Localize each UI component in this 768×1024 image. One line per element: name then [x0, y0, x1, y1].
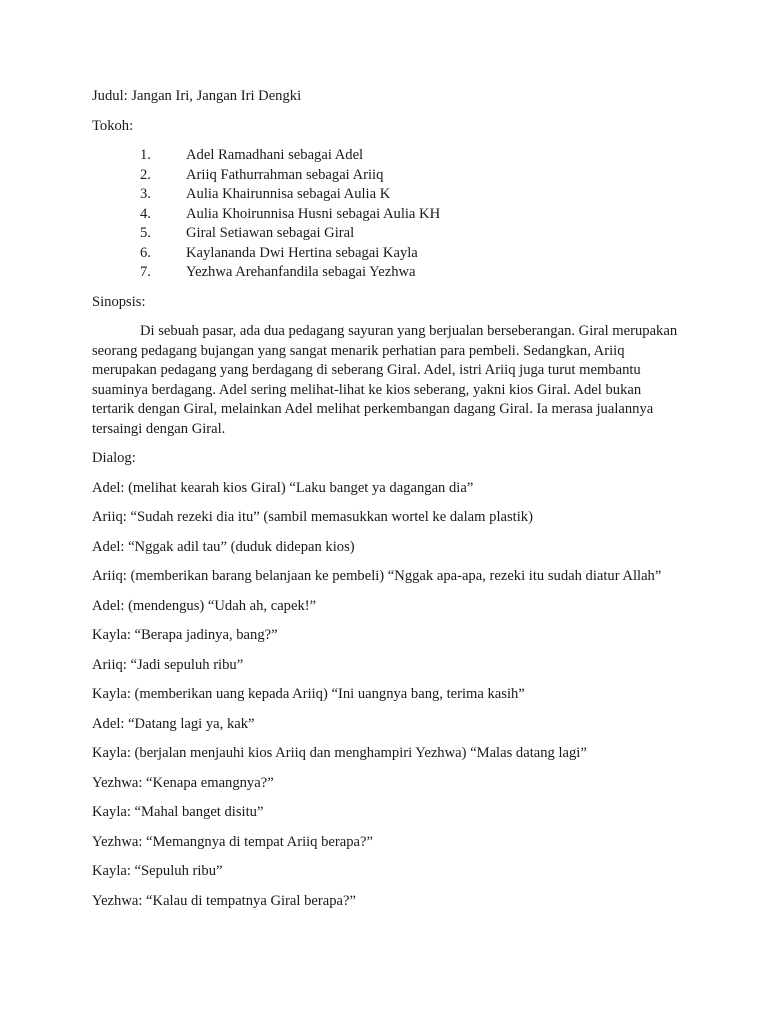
dialog-line: Kayla: “Mahal banget disitu”: [92, 804, 264, 820]
dialog-line: Adel: (melihat kearah kios Giral) “Laku banget ya dagangan dia”: [92, 479, 474, 496]
list-item: [92, 146, 682, 166]
dialog-line: Ariiq: “Sudah rezeki dia itu” (sambil memasukkan wortel ke dalam plastik): [92, 509, 533, 525]
list-number: 6.: [140, 244, 151, 261]
dialog-line: Ariiq: “Jadi sepuluh ribu”: [92, 656, 244, 673]
list-number: 7.: [140, 264, 151, 280]
dialog-line: Yezhwa: “Kalau di tempatnya Giral berapa?”: [92, 892, 356, 909]
dialog-label: Dialog:: [92, 450, 136, 466]
dialog-line: Adel: (mendengus) “Udah ah, capek!”: [92, 597, 317, 614]
list-item: [92, 263, 682, 283]
sinopsis-label: Sinopsis:: [92, 293, 146, 310]
list-text: Ariiq Fathurrahman sebagai Ariiq: [186, 166, 384, 183]
list-text: Kaylananda Dwi Hertina sebagai Kayla: [186, 244, 418, 261]
list-item: [92, 224, 682, 244]
list-number: 4.: [140, 205, 151, 222]
list-number: 2.: [140, 166, 151, 183]
dialog-line: Kayla: (berjalan menjauhi kios Ariiq dan menghampiri Yezhwa) “Malas datang lagi”: [92, 745, 587, 761]
dialog-line: Kayla: “Berapa jadinya, bang?”: [92, 627, 278, 643]
dialog-line: Adel: “Nggak adil tau” (duduk didepan kios): [92, 538, 355, 555]
list-number: 1.: [140, 147, 151, 163]
list-text: Aulia Khoirunnisa Husni sebagai Aulia KH: [186, 205, 441, 222]
document-page: [92, 87, 682, 921]
dialog-line: Yezhwa: “Memangnya di tempat Ariiq berapa?”: [92, 833, 373, 850]
list-number: 5.: [140, 225, 151, 241]
list-text: Adel Ramadhani sebagai Adel: [186, 147, 364, 163]
dialog-line: Ariiq: (memberikan barang belanjaan ke pembeli) “Nggak apa-apa, rezeki itu sudah diatur Allah”: [92, 568, 662, 584]
tokoh-label: Tokoh:: [92, 117, 134, 134]
list-item: [92, 205, 682, 225]
dialog-line: Kayla: “Sepuluh ribu”: [92, 863, 223, 879]
dialog-line: Yezhwa: “Kenapa emangnya?”: [92, 774, 274, 791]
list-number: 3.: [140, 186, 151, 202]
list-item: [92, 166, 682, 186]
list-item: [92, 185, 682, 205]
tokoh-list: [92, 146, 682, 283]
list-text: Yezhwa Arehanfandila sebagai Yezhwa: [186, 264, 416, 280]
title-line: Judul: Jangan Iri, Jangan Iri Dengki: [92, 88, 302, 104]
dialog-line: Adel: “Datang lagi ya, kak”: [92, 715, 255, 732]
sinopsis-paragraph: Di sebuah pasar, ada dua pedagang sayuran yang berjualan berseberangan. Giral merupakan seorang pedagang bujangan yang sangat menarik perhatian para pembeli. Sedangkan, Ariiq merupakan pedagang yang berdagang di seberang Giral. Adel, istri Ariiq juga turut membantu suaminya berdagang. Adel sering melihat-lihat ke kios seberang, yakni kios Giral. Adel bukan tertarik dengan Giral, melainkan Adel melihat perkembangan dagang Giral. Ia merasa jualannya tersaingi dengan Giral.: [92, 323, 678, 437]
dialog-line: Kayla: (memberikan uang kepada Ariiq) “Ini uangnya bang, terima kasih”: [92, 686, 525, 702]
list-text: Giral Setiawan sebagai Giral: [186, 225, 355, 241]
list-item: [92, 244, 682, 264]
list-text: Aulia Khairunnisa sebagai Aulia K: [186, 186, 391, 202]
